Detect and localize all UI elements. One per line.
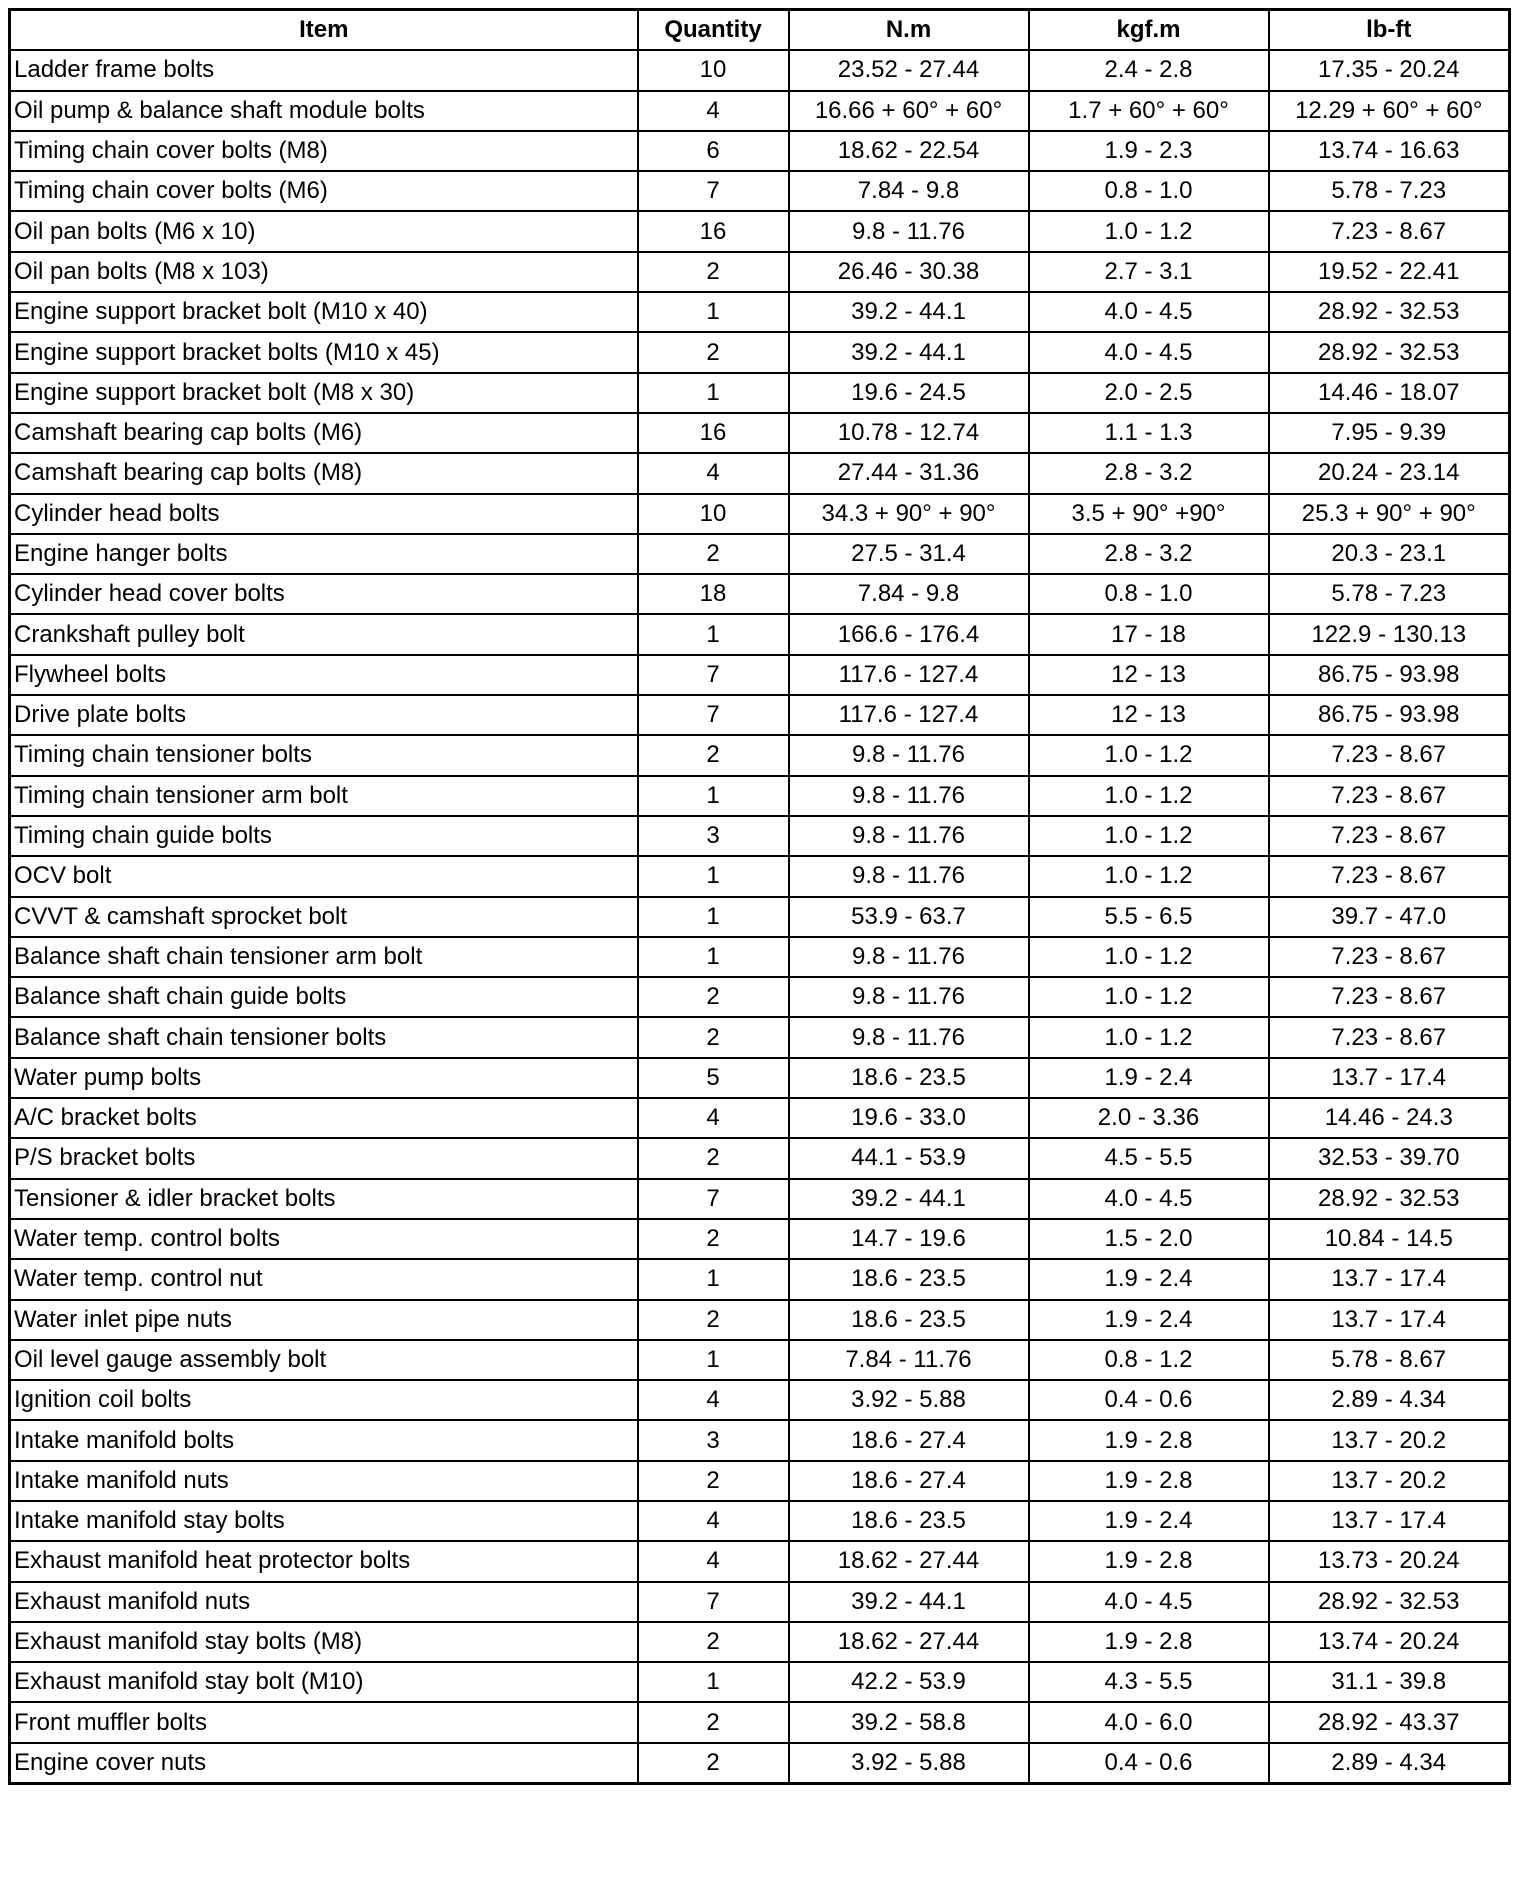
- nm-cell: 39.2 - 58.8: [789, 1702, 1029, 1742]
- lbft-cell: 13.7 - 17.4: [1269, 1501, 1510, 1541]
- lbft-cell: 12.29 + 60° + 60°: [1269, 91, 1510, 131]
- table-row: [10, 1582, 1510, 1622]
- item-cell: Timing chain guide bolts: [10, 816, 638, 856]
- lbft-cell: 5.78 - 7.23: [1269, 574, 1510, 614]
- quantity-cell: 1: [638, 373, 789, 413]
- lbft-cell: 17.35 - 20.24: [1269, 50, 1510, 90]
- table-row: [10, 1179, 1510, 1219]
- lbft-cell: 20.3 - 23.1: [1269, 534, 1510, 574]
- lbft-cell: 39.7 - 47.0: [1269, 897, 1510, 937]
- kgfm-cell: 1.0 - 1.2: [1029, 816, 1269, 856]
- nm-cell: 16.66 + 60° + 60°: [789, 91, 1029, 131]
- quantity-cell: 7: [638, 171, 789, 211]
- nm-cell: 9.8 - 11.76: [789, 937, 1029, 977]
- table-row: [10, 91, 1510, 131]
- kgfm-cell: 1.9 - 2.4: [1029, 1259, 1269, 1299]
- quantity-cell: 7: [638, 1179, 789, 1219]
- nm-cell: 3.92 - 5.88: [789, 1743, 1029, 1784]
- lbft-cell: 32.53 - 39.70: [1269, 1138, 1510, 1178]
- lbft-cell: 10.84 - 14.5: [1269, 1219, 1510, 1259]
- nm-cell: 26.46 - 30.38: [789, 252, 1029, 292]
- nm-cell: 39.2 - 44.1: [789, 1179, 1029, 1219]
- nm-cell: 9.8 - 11.76: [789, 816, 1029, 856]
- header-kgfm: kgf.m: [1029, 10, 1269, 51]
- quantity-cell: 7: [638, 1582, 789, 1622]
- quantity-cell: 2: [638, 1300, 789, 1340]
- table-row: [10, 1420, 1510, 1460]
- quantity-cell: 3: [638, 816, 789, 856]
- item-cell: Front muffler bolts: [10, 1702, 638, 1742]
- item-cell: Tensioner & idler bracket bolts: [10, 1179, 638, 1219]
- lbft-cell: 13.74 - 20.24: [1269, 1622, 1510, 1662]
- table-row: [10, 977, 1510, 1017]
- item-cell: Water pump bolts: [10, 1058, 638, 1098]
- item-cell: Drive plate bolts: [10, 695, 638, 735]
- table-row: [10, 897, 1510, 937]
- table-row: [10, 735, 1510, 775]
- item-cell: Timing chain tensioner arm bolt: [10, 776, 638, 816]
- lbft-cell: 28.92 - 32.53: [1269, 1179, 1510, 1219]
- quantity-cell: 2: [638, 977, 789, 1017]
- table-row: [10, 1340, 1510, 1380]
- quantity-cell: 2: [638, 332, 789, 372]
- lbft-cell: 122.9 - 130.13: [1269, 614, 1510, 654]
- item-cell: Engine hanger bolts: [10, 534, 638, 574]
- header-lbft: lb-ft: [1269, 10, 1510, 51]
- nm-cell: 23.52 - 27.44: [789, 50, 1029, 90]
- table-row: [10, 574, 1510, 614]
- kgfm-cell: 1.0 - 1.2: [1029, 856, 1269, 896]
- item-cell: Water inlet pipe nuts: [10, 1300, 638, 1340]
- table-row: [10, 816, 1510, 856]
- kgfm-cell: 0.8 - 1.0: [1029, 171, 1269, 211]
- nm-cell: 7.84 - 11.76: [789, 1340, 1029, 1380]
- table-row: [10, 292, 1510, 332]
- quantity-cell: 2: [638, 1622, 789, 1662]
- quantity-cell: 16: [638, 211, 789, 251]
- table-row: [10, 332, 1510, 372]
- lbft-cell: 7.23 - 8.67: [1269, 937, 1510, 977]
- item-cell: Intake manifold bolts: [10, 1420, 638, 1460]
- quantity-cell: 4: [638, 91, 789, 131]
- kgfm-cell: 2.8 - 3.2: [1029, 534, 1269, 574]
- nm-cell: 9.8 - 11.76: [789, 735, 1029, 775]
- table-row: [10, 695, 1510, 735]
- table-row: [10, 1219, 1510, 1259]
- kgfm-cell: 12 - 13: [1029, 655, 1269, 695]
- nm-cell: 10.78 - 12.74: [789, 413, 1029, 453]
- lbft-cell: 7.23 - 8.67: [1269, 977, 1510, 1017]
- quantity-cell: 2: [638, 534, 789, 574]
- nm-cell: 9.8 - 11.76: [789, 776, 1029, 816]
- lbft-cell: 13.7 - 17.4: [1269, 1058, 1510, 1098]
- item-cell: Exhaust manifold nuts: [10, 1582, 638, 1622]
- nm-cell: 18.6 - 23.5: [789, 1501, 1029, 1541]
- item-cell: Water temp. control bolts: [10, 1219, 638, 1259]
- kgfm-cell: 1.0 - 1.2: [1029, 937, 1269, 977]
- table-row: [10, 50, 1510, 90]
- table-row: [10, 1098, 1510, 1138]
- lbft-cell: 31.1 - 39.8: [1269, 1662, 1510, 1702]
- table-row: [10, 171, 1510, 211]
- item-cell: Timing chain cover bolts (M8): [10, 131, 638, 171]
- item-cell: Exhaust manifold stay bolts (M8): [10, 1622, 638, 1662]
- kgfm-cell: 2.0 - 3.36: [1029, 1098, 1269, 1138]
- quantity-cell: 10: [638, 494, 789, 534]
- kgfm-cell: 1.1 - 1.3: [1029, 413, 1269, 453]
- quantity-cell: 4: [638, 1380, 789, 1420]
- lbft-cell: 14.46 - 24.3: [1269, 1098, 1510, 1138]
- nm-cell: 9.8 - 11.76: [789, 977, 1029, 1017]
- item-cell: Camshaft bearing cap bolts (M8): [10, 453, 638, 493]
- item-cell: P/S bracket bolts: [10, 1138, 638, 1178]
- kgfm-cell: 1.0 - 1.2: [1029, 977, 1269, 1017]
- kgfm-cell: 1.0 - 1.2: [1029, 1017, 1269, 1057]
- nm-cell: 19.6 - 24.5: [789, 373, 1029, 413]
- table-row: [10, 1501, 1510, 1541]
- table-row: [10, 614, 1510, 654]
- item-cell: OCV bolt: [10, 856, 638, 896]
- lbft-cell: 7.95 - 9.39: [1269, 413, 1510, 453]
- lbft-cell: 14.46 - 18.07: [1269, 373, 1510, 413]
- kgfm-cell: 4.0 - 6.0: [1029, 1702, 1269, 1742]
- kgfm-cell: 1.9 - 2.8: [1029, 1541, 1269, 1581]
- kgfm-cell: 1.7 + 60° + 60°: [1029, 91, 1269, 131]
- item-cell: Oil level gauge assembly bolt: [10, 1340, 638, 1380]
- quantity-cell: 7: [638, 695, 789, 735]
- kgfm-cell: 1.0 - 1.2: [1029, 211, 1269, 251]
- table-row: [10, 776, 1510, 816]
- nm-cell: 7.84 - 9.8: [789, 171, 1029, 211]
- table-row: [10, 373, 1510, 413]
- kgfm-cell: 4.0 - 4.5: [1029, 292, 1269, 332]
- lbft-cell: 28.92 - 32.53: [1269, 332, 1510, 372]
- item-cell: Flywheel bolts: [10, 655, 638, 695]
- quantity-cell: 10: [638, 50, 789, 90]
- nm-cell: 34.3 + 90° + 90°: [789, 494, 1029, 534]
- table-row: [10, 252, 1510, 292]
- lbft-cell: 25.3 + 90° + 90°: [1269, 494, 1510, 534]
- quantity-cell: 1: [638, 776, 789, 816]
- header-item: Item: [10, 10, 638, 51]
- quantity-cell: 2: [638, 252, 789, 292]
- quantity-cell: 1: [638, 937, 789, 977]
- lbft-cell: 13.7 - 17.4: [1269, 1300, 1510, 1340]
- torque-spec-table: [8, 8, 1511, 1785]
- quantity-cell: 2: [638, 735, 789, 775]
- table-row: [10, 1622, 1510, 1662]
- quantity-cell: 1: [638, 1662, 789, 1702]
- nm-cell: 18.6 - 23.5: [789, 1058, 1029, 1098]
- nm-cell: 9.8 - 11.76: [789, 856, 1029, 896]
- nm-cell: 117.6 - 127.4: [789, 695, 1029, 735]
- table-row: [10, 1259, 1510, 1299]
- kgfm-cell: 4.0 - 4.5: [1029, 1179, 1269, 1219]
- nm-cell: 39.2 - 44.1: [789, 332, 1029, 372]
- quantity-cell: 1: [638, 856, 789, 896]
- item-cell: A/C bracket bolts: [10, 1098, 638, 1138]
- lbft-cell: 7.23 - 8.67: [1269, 211, 1510, 251]
- nm-cell: 9.8 - 11.76: [789, 211, 1029, 251]
- quantity-cell: 7: [638, 655, 789, 695]
- lbft-cell: 13.73 - 20.24: [1269, 1541, 1510, 1581]
- item-cell: Oil pump & balance shaft module bolts: [10, 91, 638, 131]
- table-row: [10, 1541, 1510, 1581]
- nm-cell: 18.6 - 23.5: [789, 1259, 1029, 1299]
- table-row: [10, 856, 1510, 896]
- nm-cell: 7.84 - 9.8: [789, 574, 1029, 614]
- quantity-cell: 2: [638, 1743, 789, 1784]
- nm-cell: 18.6 - 27.4: [789, 1420, 1029, 1460]
- table-row: [10, 1017, 1510, 1057]
- header-nm: N.m: [789, 10, 1029, 51]
- quantity-cell: 18: [638, 574, 789, 614]
- kgfm-cell: 0.4 - 0.6: [1029, 1380, 1269, 1420]
- nm-cell: 18.6 - 27.4: [789, 1461, 1029, 1501]
- lbft-cell: 13.7 - 20.2: [1269, 1420, 1510, 1460]
- table-row: [10, 534, 1510, 574]
- kgfm-cell: 0.8 - 1.0: [1029, 574, 1269, 614]
- nm-cell: 18.62 - 27.44: [789, 1541, 1029, 1581]
- quantity-cell: 2: [638, 1219, 789, 1259]
- quantity-cell: 2: [638, 1702, 789, 1742]
- table-row: [10, 1058, 1510, 1098]
- kgfm-cell: 1.9 - 2.4: [1029, 1058, 1269, 1098]
- kgfm-cell: 2.8 - 3.2: [1029, 453, 1269, 493]
- nm-cell: 27.44 - 31.36: [789, 453, 1029, 493]
- item-cell: Intake manifold stay bolts: [10, 1501, 638, 1541]
- nm-cell: 18.62 - 22.54: [789, 131, 1029, 171]
- kgfm-cell: 3.5 + 90° +90°: [1029, 494, 1269, 534]
- item-cell: Exhaust manifold heat protector bolts: [10, 1541, 638, 1581]
- lbft-cell: 5.78 - 7.23: [1269, 171, 1510, 211]
- item-cell: Timing chain tensioner bolts: [10, 735, 638, 775]
- item-cell: Exhaust manifold stay bolt (M10): [10, 1662, 638, 1702]
- item-cell: Crankshaft pulley bolt: [10, 614, 638, 654]
- quantity-cell: 4: [638, 1541, 789, 1581]
- table-row: [10, 1138, 1510, 1178]
- lbft-cell: 2.89 - 4.34: [1269, 1380, 1510, 1420]
- table-row: [10, 131, 1510, 171]
- nm-cell: 53.9 - 63.7: [789, 897, 1029, 937]
- item-cell: Ignition coil bolts: [10, 1380, 638, 1420]
- quantity-cell: 4: [638, 1098, 789, 1138]
- table-row: [10, 1662, 1510, 1702]
- item-cell: Engine cover nuts: [10, 1743, 638, 1784]
- table-body: [10, 50, 1510, 1783]
- lbft-cell: 28.92 - 32.53: [1269, 1582, 1510, 1622]
- kgfm-cell: 4.0 - 4.5: [1029, 332, 1269, 372]
- item-cell: Cylinder head cover bolts: [10, 574, 638, 614]
- table-row: [10, 1380, 1510, 1420]
- header-row: [10, 10, 1510, 51]
- header-quantity: Quantity: [638, 10, 789, 51]
- item-cell: Ladder frame bolts: [10, 50, 638, 90]
- table-row: [10, 1743, 1510, 1784]
- item-cell: Cylinder head bolts: [10, 494, 638, 534]
- lbft-cell: 19.52 - 22.41: [1269, 252, 1510, 292]
- quantity-cell: 6: [638, 131, 789, 171]
- table-row: [10, 1300, 1510, 1340]
- nm-cell: 18.6 - 23.5: [789, 1300, 1029, 1340]
- quantity-cell: 4: [638, 1501, 789, 1541]
- lbft-cell: 13.74 - 16.63: [1269, 131, 1510, 171]
- quantity-cell: 2: [638, 1017, 789, 1057]
- lbft-cell: 7.23 - 8.67: [1269, 1017, 1510, 1057]
- table-row: [10, 1461, 1510, 1501]
- lbft-cell: 86.75 - 93.98: [1269, 695, 1510, 735]
- quantity-cell: 2: [638, 1461, 789, 1501]
- table-row: [10, 494, 1510, 534]
- quantity-cell: 1: [638, 897, 789, 937]
- kgfm-cell: 17 - 18: [1029, 614, 1269, 654]
- quantity-cell: 1: [638, 1340, 789, 1380]
- item-cell: Oil pan bolts (M6 x 10): [10, 211, 638, 251]
- nm-cell: 14.7 - 19.6: [789, 1219, 1029, 1259]
- lbft-cell: 2.89 - 4.34: [1269, 1743, 1510, 1784]
- nm-cell: 27.5 - 31.4: [789, 534, 1029, 574]
- item-cell: Timing chain cover bolts (M6): [10, 171, 638, 211]
- kgfm-cell: 0.4 - 0.6: [1029, 1743, 1269, 1784]
- item-cell: Intake manifold nuts: [10, 1461, 638, 1501]
- nm-cell: 39.2 - 44.1: [789, 1582, 1029, 1622]
- kgfm-cell: 1.0 - 1.2: [1029, 735, 1269, 775]
- kgfm-cell: 2.4 - 2.8: [1029, 50, 1269, 90]
- table-row: [10, 413, 1510, 453]
- nm-cell: 42.2 - 53.9: [789, 1662, 1029, 1702]
- kgfm-cell: 1.9 - 2.8: [1029, 1622, 1269, 1662]
- table-row: [10, 655, 1510, 695]
- nm-cell: 18.62 - 27.44: [789, 1622, 1029, 1662]
- quantity-cell: 2: [638, 1138, 789, 1178]
- item-cell: Oil pan bolts (M8 x 103): [10, 252, 638, 292]
- table-row: [10, 937, 1510, 977]
- table-row: [10, 1702, 1510, 1742]
- kgfm-cell: 1.9 - 2.8: [1029, 1420, 1269, 1460]
- nm-cell: 166.6 - 176.4: [789, 614, 1029, 654]
- quantity-cell: 1: [638, 614, 789, 654]
- lbft-cell: 7.23 - 8.67: [1269, 816, 1510, 856]
- kgfm-cell: 1.9 - 2.8: [1029, 1461, 1269, 1501]
- lbft-cell: 28.92 - 43.37: [1269, 1702, 1510, 1742]
- kgfm-cell: 1.9 - 2.4: [1029, 1501, 1269, 1541]
- quantity-cell: 16: [638, 413, 789, 453]
- kgfm-cell: 5.5 - 6.5: [1029, 897, 1269, 937]
- nm-cell: 117.6 - 127.4: [789, 655, 1029, 695]
- lbft-cell: 13.7 - 20.2: [1269, 1461, 1510, 1501]
- nm-cell: 3.92 - 5.88: [789, 1380, 1029, 1420]
- lbft-cell: 7.23 - 8.67: [1269, 776, 1510, 816]
- kgfm-cell: 1.9 - 2.4: [1029, 1300, 1269, 1340]
- kgfm-cell: 2.0 - 2.5: [1029, 373, 1269, 413]
- quantity-cell: 1: [638, 1259, 789, 1299]
- quantity-cell: 4: [638, 453, 789, 493]
- item-cell: Engine support bracket bolt (M8 x 30): [10, 373, 638, 413]
- quantity-cell: 1: [638, 292, 789, 332]
- kgfm-cell: 4.5 - 5.5: [1029, 1138, 1269, 1178]
- quantity-cell: 5: [638, 1058, 789, 1098]
- table-row: [10, 453, 1510, 493]
- lbft-cell: 13.7 - 17.4: [1269, 1259, 1510, 1299]
- nm-cell: 9.8 - 11.76: [789, 1017, 1029, 1057]
- item-cell: Water temp. control nut: [10, 1259, 638, 1299]
- lbft-cell: 7.23 - 8.67: [1269, 735, 1510, 775]
- kgfm-cell: 4.0 - 4.5: [1029, 1582, 1269, 1622]
- table-row: [10, 211, 1510, 251]
- lbft-cell: 20.24 - 23.14: [1269, 453, 1510, 493]
- item-cell: CVVT & camshaft sprocket bolt: [10, 897, 638, 937]
- item-cell: Balance shaft chain guide bolts: [10, 977, 638, 1017]
- lbft-cell: 28.92 - 32.53: [1269, 292, 1510, 332]
- lbft-cell: 86.75 - 93.98: [1269, 655, 1510, 695]
- nm-cell: 39.2 - 44.1: [789, 292, 1029, 332]
- kgfm-cell: 4.3 - 5.5: [1029, 1662, 1269, 1702]
- item-cell: Balance shaft chain tensioner arm bolt: [10, 937, 638, 977]
- kgfm-cell: 0.8 - 1.2: [1029, 1340, 1269, 1380]
- kgfm-cell: 2.7 - 3.1: [1029, 252, 1269, 292]
- item-cell: Engine support bracket bolts (M10 x 45): [10, 332, 638, 372]
- nm-cell: 19.6 - 33.0: [789, 1098, 1029, 1138]
- kgfm-cell: 1.5 - 2.0: [1029, 1219, 1269, 1259]
- lbft-cell: 7.23 - 8.67: [1269, 856, 1510, 896]
- item-cell: Engine support bracket bolt (M10 x 40): [10, 292, 638, 332]
- quantity-cell: 3: [638, 1420, 789, 1460]
- kgfm-cell: 1.9 - 2.3: [1029, 131, 1269, 171]
- kgfm-cell: 1.0 - 1.2: [1029, 776, 1269, 816]
- lbft-cell: 5.78 - 8.67: [1269, 1340, 1510, 1380]
- item-cell: Balance shaft chain tensioner bolts: [10, 1017, 638, 1057]
- nm-cell: 44.1 - 53.9: [789, 1138, 1029, 1178]
- kgfm-cell: 12 - 13: [1029, 695, 1269, 735]
- item-cell: Camshaft bearing cap bolts (M6): [10, 413, 638, 453]
